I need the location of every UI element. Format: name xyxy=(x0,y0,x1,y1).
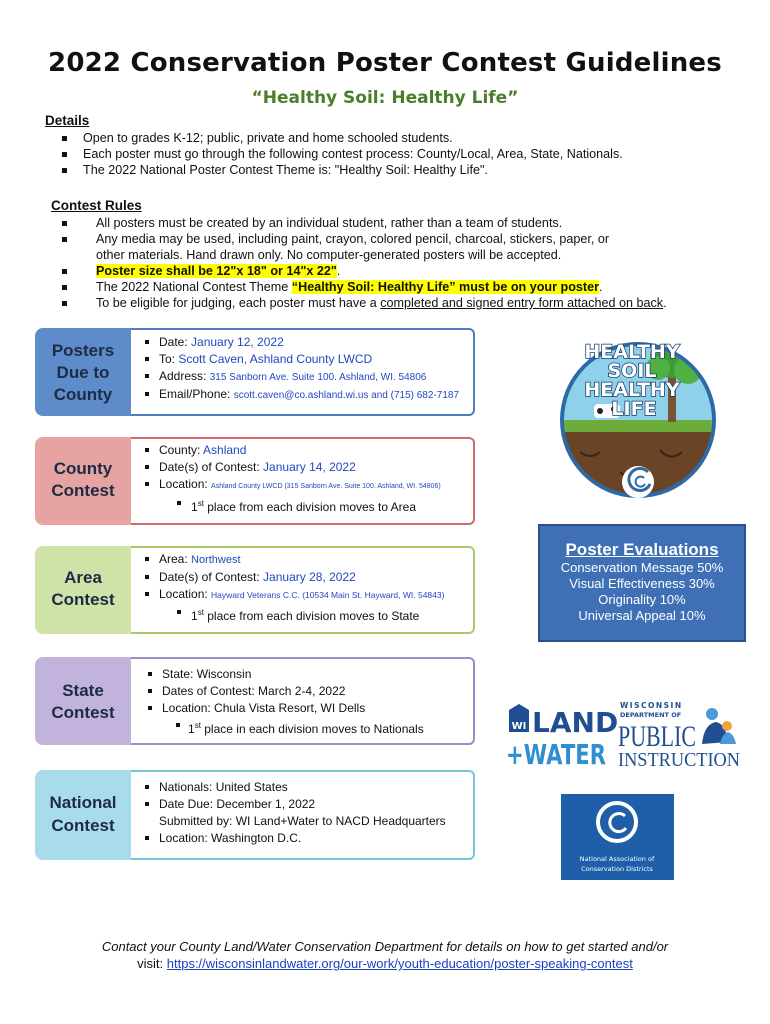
list-item: Submitted by: WI Land+Water to NACD Headquarters xyxy=(159,814,446,828)
list-item: Dates of Contest: March 2-4, 2022 xyxy=(148,683,424,700)
list-item: Date(s) of Contest: January 14, 2022 xyxy=(145,459,441,476)
footer: Contact your County Land/Water Conservation Department for details on how to get started and/or visit: https://wisconsinlandwater.org/our-work/youth-education/poster-speaking-contest xyxy=(0,938,770,972)
svg-text:WISCONSIN: WISCONSIN xyxy=(620,701,683,710)
theme-subtitle: “Healthy Soil: Healthy Life” xyxy=(251,88,519,108)
healthy-soil-logo xyxy=(560,322,716,518)
wisconsin-dpi-logo xyxy=(618,700,742,771)
stage-state xyxy=(35,657,475,745)
list-item: Location: Ashland County LWCD (315 Sanborn Ave. Suite 100. Ashland, WI. 54806) xyxy=(145,476,441,495)
svg-text:WI: WI xyxy=(511,721,527,732)
list-item: Any media may be used, including paint, crayon, colored pencil, charcoal, stickers, paper, or other materials. Hand drawn only. No computer-generated posters will be accepted. xyxy=(62,231,752,263)
svg-text:HEALTHY: HEALTHY xyxy=(584,379,680,401)
list-item: The 2022 National Contest Theme “Healthy Soil: Healthy Life” must be on your poster. xyxy=(62,279,752,295)
list-item: Poster size shall be 12"x 18" or 14"x 22". xyxy=(62,263,752,279)
evaluation-item: Originality 10% xyxy=(598,592,686,607)
poster-size-highlight: Poster size shall be 12"x 18" or 14"x 22" xyxy=(96,264,337,278)
stage-tab: National Contest xyxy=(35,770,131,860)
stage-tab: Posters Due to County xyxy=(35,328,131,416)
evaluation-item: Universal Appeal 10% xyxy=(578,608,706,623)
svg-text:LAND: LAND xyxy=(532,706,619,739)
footer-contact-text: Contact your County Land/Water Conservation Department for details on how to get started and/or xyxy=(101,939,669,954)
svg-text:SOIL: SOIL xyxy=(607,360,657,382)
list-item: Date(s) of Contest: January 28, 2022 xyxy=(145,569,444,586)
svg-text:+WATER: +WATER xyxy=(506,738,606,771)
list-item: County: Ashland xyxy=(145,442,441,459)
svg-text:National Association of: National Association of xyxy=(579,855,655,863)
list-item: 1st place in each division moves to Nationals xyxy=(148,717,424,738)
list-item: Location: Chula Vista Resort, WI Dells xyxy=(148,700,424,717)
details-list xyxy=(62,130,742,178)
list-item: Email/Phone: scott.caven@co.ashland.wi.us and (715) 682-7187 xyxy=(145,386,459,404)
stage-tab: State Contest xyxy=(35,657,131,745)
svg-text:DEPARTMENT OF: DEPARTMENT OF xyxy=(620,711,682,719)
rules-heading: Contest Rules xyxy=(51,198,142,213)
list-item: Nationals: United States xyxy=(145,779,446,796)
evaluation-item: Visual Effectiveness 30% xyxy=(569,576,715,591)
list-item: 1st place from each division moves to State xyxy=(145,604,444,625)
list-item: 1st place from each division moves to Area xyxy=(145,495,441,516)
list-item: All posters must be created by an individual student, rather than a team of students. xyxy=(62,215,752,231)
list-item: Location: Washington D.C. xyxy=(145,830,446,847)
list-item: Date Due: December 1, 2022 xyxy=(145,796,446,813)
stage-area xyxy=(35,546,475,634)
stage-tab: County Contest xyxy=(35,437,131,525)
list-item: Each poster must go through the following contest process: County/Local, Area, State, Nationals. xyxy=(62,146,742,162)
list-item: Open to grades K-12; public, private and home schooled students. xyxy=(62,130,742,146)
svg-text:LIFE: LIFE xyxy=(611,398,657,420)
svg-text:Conservation Districts: Conservation Districts xyxy=(581,865,653,873)
page-title: 2022 Conservation Poster Contest Guidelines xyxy=(48,48,722,78)
svg-text:INSTRUCTION: INSTRUCTION xyxy=(618,749,740,771)
contest-link[interactable]: https://wisconsinlandwater.org/our-work/youth-education/poster-speaking-contest xyxy=(166,956,633,971)
list-item: Date: January 12, 2022 xyxy=(145,334,459,351)
theme-highlight: “Healthy Soil: Healthy Life” must be on your poster xyxy=(291,280,599,294)
list-item: State: Wisconsin xyxy=(148,666,424,683)
rules-list xyxy=(62,215,752,311)
list-item: To be eligible for judging, each poster must have a completed and signed entry form attached on back. xyxy=(62,295,752,311)
stage-posters-due xyxy=(35,328,475,416)
list-item: Location: Hayward Veterans C.C. (10534 Main St. Hayward, WI. 54843) xyxy=(145,586,444,604)
list-item: Area: Northwest xyxy=(145,551,444,569)
wi-land-water-logo xyxy=(505,700,619,771)
details-heading: Details xyxy=(45,113,90,128)
poster-evaluations-box xyxy=(538,524,746,642)
evaluations-title: Poster Evaluations xyxy=(565,540,719,559)
evaluation-item: Conservation Message 50% xyxy=(560,560,724,575)
stage-national xyxy=(35,770,475,860)
svg-text:PUBLIC: PUBLIC xyxy=(618,720,696,753)
healthy-text: HEALTHY xyxy=(584,341,680,363)
stage-tab: Area Contest xyxy=(35,546,131,634)
list-item: The 2022 National Poster Contest Theme is: "Healthy Soil: Healthy Life". xyxy=(62,162,742,178)
list-item: Address: 315 Sanborn Ave. Suite 100. Ashland, WI. 54806 xyxy=(145,368,459,386)
nacd-logo xyxy=(561,794,674,880)
stage-county xyxy=(35,437,475,525)
list-item: To: Scott Caven, Ashland County LWCD xyxy=(145,351,459,368)
